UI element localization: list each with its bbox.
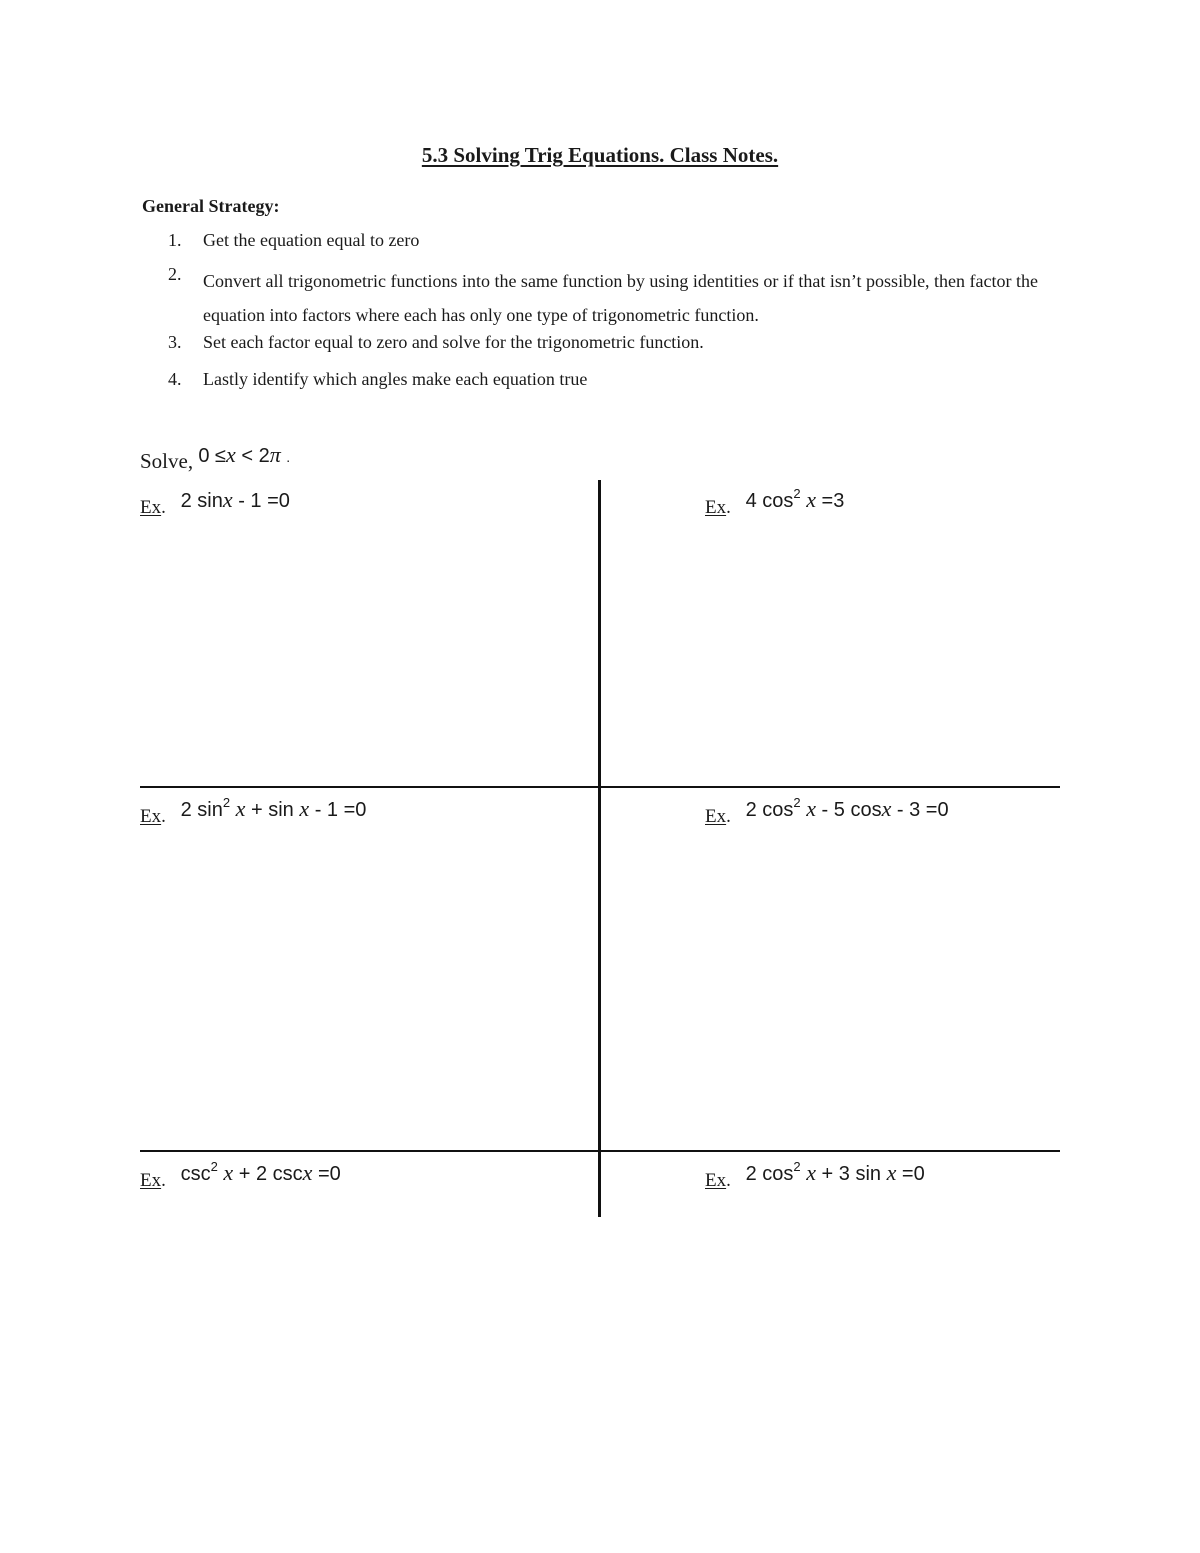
eq-variable: x [881,796,892,821]
example-2 [705,486,845,519]
solve-interval [140,442,291,474]
step-text: Lastly identify which angles make each equation true [203,369,588,389]
eq-exponent: 2 [222,795,231,810]
eq-part: 2 sin [180,490,223,512]
eq-part: 2 sin [180,799,223,821]
example-label: Ex [140,806,162,827]
eq-variable: x [235,796,246,821]
example-equation [180,487,290,512]
eq-part: =0 [901,1163,925,1185]
step-text: Get the equation equal to zero [203,230,420,250]
example-dot: . [726,1170,731,1191]
example-equation [745,795,949,821]
step-number: 3. [168,332,182,352]
example-label: Ex [705,497,727,518]
example-dot: . [726,497,731,518]
eq-exponent: 2 [210,1159,218,1174]
interval-variable: x [226,442,236,467]
interval-expression [198,442,291,467]
eq-part: csc [180,1163,211,1185]
eq-exponent: 2 [793,1159,801,1174]
example-1 [140,487,290,519]
interval-tail: . [286,449,291,465]
step-number: 4. [168,369,182,389]
example-label: Ex [705,1170,727,1191]
example-equation [180,795,367,821]
eq-part: 2 cos [745,799,794,821]
example-4 [705,795,949,828]
eq-part: - 3 =0 [896,799,949,821]
eq-variable: x [222,487,233,512]
step-text: Set each factor equal to zero and solve for the trigonometric function. [203,332,704,352]
step-text: Convert all trigonometric functions into the same function by using identities or if that isn’t possible, then factor the equation into factors where each has only one type of trigonometric function. [203,271,1039,325]
example-5 [140,1159,341,1192]
strategy-heading: General Strategy: [142,196,280,216]
eq-variable: x [806,1160,816,1185]
example-6 [705,1159,925,1192]
example-dot: . [726,806,731,827]
eq-part: =3 [821,490,845,512]
eq-part: + 2 csc [238,1163,303,1185]
solve-label: Solve, [140,449,194,473]
eq-exponent: 2 [793,795,801,810]
example-label: Ex [140,1170,162,1191]
eq-variable: x [886,1160,897,1185]
eq-variable: x [806,796,816,821]
eq-part: 2 cos [745,1163,794,1185]
eq-part: - 1 =0 [238,490,290,512]
example-equation [745,486,845,512]
step-number: 1. [168,230,182,250]
step-number: 2. [168,264,182,284]
example-equation [745,1159,925,1185]
example-dot: . [161,806,166,827]
eq-part: + sin [250,799,294,821]
eq-variable: x [299,796,310,821]
eq-part: - 1 =0 [314,799,367,821]
interval-left: 0 ≤ [198,445,226,467]
pi-symbol: π [269,442,281,467]
interval-right: < 2 [241,445,270,467]
eq-exponent: 2 [793,486,801,501]
eq-variable: x [806,487,816,512]
eq-part: - 5 cos [821,799,882,821]
example-label: Ex [705,806,727,827]
page-title: 5.3 Solving Trig Equations. Class Notes. [421,143,779,167]
example-label: Ex [140,497,162,518]
eq-part: =0 [317,1163,341,1185]
example-dot: . [161,497,166,518]
example-3 [140,795,367,828]
example-dot: . [161,1170,166,1191]
grid-horizontal-divider [140,786,1060,788]
eq-part: 4 cos [745,490,794,512]
eq-part: + 3 sin [821,1163,882,1185]
grid-vertical-divider [598,480,601,1217]
grid-horizontal-divider [140,1150,1060,1152]
eq-variable: x [223,1160,234,1185]
example-equation [180,1159,341,1185]
eq-variable: x [302,1160,313,1185]
